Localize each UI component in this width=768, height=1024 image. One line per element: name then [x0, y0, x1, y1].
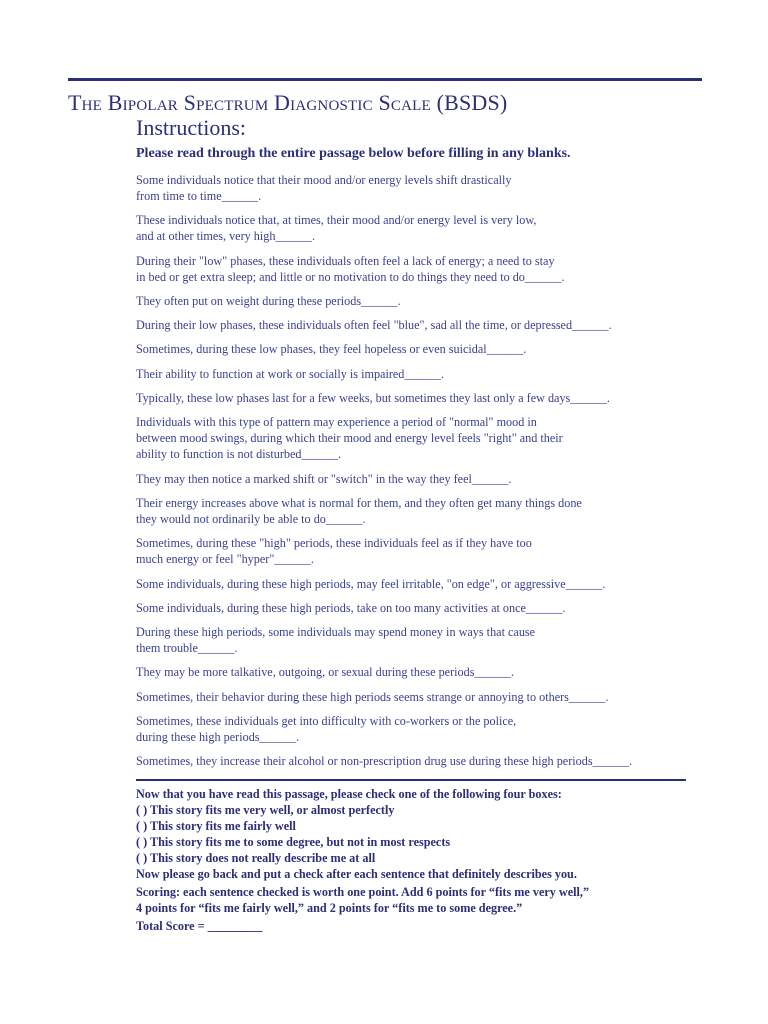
passage-sentence: During their "low" phases, these individuals often feel a lack of energy; a need to stay in bed or get extra sleep; and little or no motivation to do things they need to do______.: [136, 253, 565, 284]
passage-sentence: Sometimes, their behavior during these high periods seems strange or annoying to others______.: [136, 689, 609, 704]
passage-sentence: These individuals notice that, at times, their mood and/or energy level is very low, and at other times, very high______.: [136, 213, 537, 244]
passage-sentence: Their ability to function at work or socially is impaired______.: [136, 366, 445, 381]
scoring-section: [136, 786, 696, 934]
check-option-fairly-well[interactable]: ( ) This story fits me fairly well: [136, 819, 296, 833]
total-score: Total Score = _________: [136, 919, 263, 933]
passage-sentence: Some individuals, during these high periods, may feel irritable, "on edge", or aggressive______.: [136, 576, 606, 591]
passage-sentence: Some individuals notice that their mood and/or energy levels shift drastically from time to time______.: [136, 173, 512, 203]
passage-sentence: Some individuals, during these high periods, take on too many activities at once______.: [136, 600, 566, 615]
check-option-some-degree[interactable]: ( ) This story fits me to some degree, but not in most respects: [136, 835, 451, 849]
check-option-not-at-all[interactable]: ( ) This story does not really describe me at all: [136, 851, 376, 865]
passage-sentence: They often put on weight during these periods______.: [136, 293, 401, 308]
passage-sentence: Their energy increases above what is normal for them, and they often get many things done they would not ordinarily be able to do______.: [136, 495, 582, 526]
document-title: The Bipolar Spectrum Diagnostic Scale (BSDS): [68, 90, 508, 115]
passage-sentence: During these high periods, some individuals may spend money in ways that cause them trouble______.: [136, 625, 536, 656]
passage: [136, 172, 696, 778]
passage-sentence: They may be more talkative, outgoing, or sexual during these periods______.: [136, 665, 515, 680]
passage-sentence: Typically, these low phases last for a few weeks, but sometimes they last only a few days______.: [136, 391, 610, 406]
check-option-very-well[interactable]: ( ) This story fits me very well, or almost perfectly: [136, 803, 395, 817]
passage-sentence: Sometimes, they increase their alcohol or non-prescription drug use during these high periods______.: [136, 754, 633, 769]
passage-sentence: They may then notice a marked shift or "switch" in the way they feel______.: [136, 471, 512, 486]
passage-sentence: Individuals with this type of pattern may experience a period of "normal" mood in between mood swings, during which their mood and energy level feels "right" and their ability to function is not disturbed______.: [136, 415, 563, 462]
passage-sentence: Sometimes, during these low phases, they feel hopeless or even suicidal______.: [136, 342, 527, 357]
check-prompt: Now that you have read this passage, please check one of the following four boxes:: [136, 787, 562, 801]
instructions-heading: Instructions:: [136, 115, 246, 140]
top-rule: [68, 78, 702, 81]
scoring-instructions: Scoring: each sentence checked is worth one point. Add 6 points for “fits me very well,” 4 points for “fits me fairly well,” and 2 points for “fits me to some degree.”: [136, 885, 590, 915]
passage-sentence: During their low phases, these individuals often feel "blue", sad all the time, or depressed______.: [136, 318, 612, 333]
section-divider: [136, 779, 686, 781]
passage-sentence: Sometimes, these individuals get into difficulty with co-workers or the police, during these high periods______.: [136, 714, 517, 745]
go-back-instruction: Now please go back and put a check after each sentence that definitely describes you.: [136, 867, 577, 881]
instructions-intro: Please read through the entire passage below before filling in any blanks.: [136, 146, 571, 161]
passage-sentence: Sometimes, during these "high" periods, these individuals feel as if they have too much energy or feel "hyper"______.: [136, 536, 532, 567]
